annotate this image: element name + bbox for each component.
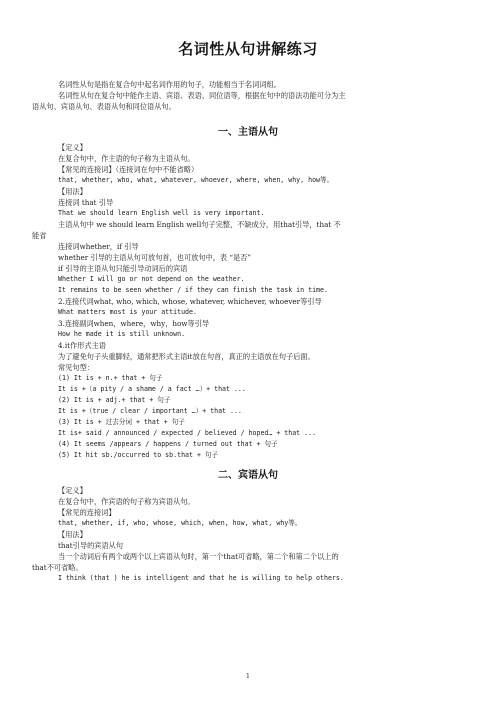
- s1-line: 为了避免句子头重脚轻，通常把形式主语it放在句首，真正的主语放在句子后面。: [58, 352, 315, 361]
- s1-line: (5) It hit sb./occurred to sb.that + 句子: [58, 451, 219, 459]
- section-heading-subject-clause: 一、主语从句: [218, 127, 278, 138]
- s1-line: 3.连接副词when，where，why，how等引导: [58, 319, 210, 328]
- s1-line: that, whether, who, what, whatever, whoever, where, when, why, how等。: [58, 176, 334, 184]
- s2-line: I think (that ) he is intelligent and that he is willing to help others.: [58, 574, 344, 582]
- page-number: 1: [245, 672, 251, 680]
- s1-line: It remains to be seen whether / if they can finish the task in time.: [58, 286, 328, 294]
- s2-line: that引导的宾语从句: [58, 541, 124, 550]
- s1-line: whether 引导的主语从句可放句首，也可放句中，表 “是否”: [58, 253, 252, 262]
- s1-line: 【常见的连接词】（连接词在句中不能省略）: [58, 165, 199, 174]
- s1-line: (2) It is + adj.+ that + 句子: [58, 396, 171, 404]
- intro-line-3: 语从句、宾语从句、表语从句和同位语从句。: [32, 102, 176, 111]
- intro-line-2: 名词性从句在复合句中能作主语、宾语、表语、同位语等，根据在句中的语法功能可分为主: [58, 91, 346, 100]
- s1-line: 【定义】: [58, 143, 87, 152]
- s1-line: 在复合句中，作主语的句子称为主语从句。: [58, 154, 195, 163]
- document-title: 名词性从句讲解练习: [178, 40, 318, 58]
- s1-line: That we should learn English well is very important.: [58, 209, 265, 217]
- intro-line-1: 名词性从句是指在复合句中起名词作用的句子，功能相当于名词词组。: [58, 80, 281, 89]
- section-heading-object-clause: 二、宾语从句: [218, 470, 278, 481]
- s2-line: 当一个动词后有两个或两个以上宾语从句时，第一个that可省略，第二个和第二个以上的: [58, 552, 339, 561]
- s2-line: 【常见的连接词】: [58, 508, 116, 517]
- s2-line: 【用法】: [58, 530, 87, 539]
- s1-line: What matters most is your attitude.: [58, 308, 197, 316]
- s1-line: Whether I will go or not depend on the weather.: [58, 275, 245, 283]
- s1-line: 能省: [32, 231, 47, 240]
- s2-line: that不可省略。: [32, 563, 83, 572]
- s1-line: How he made it is still unknown.: [58, 330, 186, 338]
- s1-line: 2.连接代词what, who, which, whose, whatever, whichever, whoever等引导: [58, 297, 322, 306]
- s1-line: 常见句型：: [58, 363, 94, 372]
- s1-line: (4) It seems /appears / happens / turned out that + 句子: [58, 440, 278, 448]
- s1-line: (1) It is + n.+ that + 句子: [58, 374, 163, 382]
- s1-line: It is+ said / announced / expected / believed / hoped… + that ...: [58, 429, 317, 437]
- s2-line: that, whether, if, who, whose, which, when, how, what, why等。: [58, 519, 302, 527]
- s2-line: 在复合句中，作宾语的句子称为宾语从句。: [58, 497, 195, 506]
- s1-line: 4.it作形式主语: [58, 341, 106, 350]
- s1-line: It is +（a pity / a shame / a fact …）+ that ...: [58, 385, 246, 393]
- s1-line: It is +（true / clear / important …）+ that ...: [58, 407, 242, 415]
- s1-line: if 引导的主语从句只能引导动词后的宾语: [58, 264, 188, 273]
- s1-line: 连接词 that 引导: [58, 198, 114, 207]
- s1-line: 【用法】: [58, 187, 87, 196]
- s1-line: 主语从句中 we should learn English well句子完整，不缺成分，用that引导，that 不: [58, 220, 341, 229]
- s1-line: 连接词whether，if 引导: [58, 242, 139, 251]
- s1-line: (3) It is + 过去分词 + that + 句子: [58, 418, 185, 426]
- s2-line: 【定义】: [58, 486, 87, 495]
